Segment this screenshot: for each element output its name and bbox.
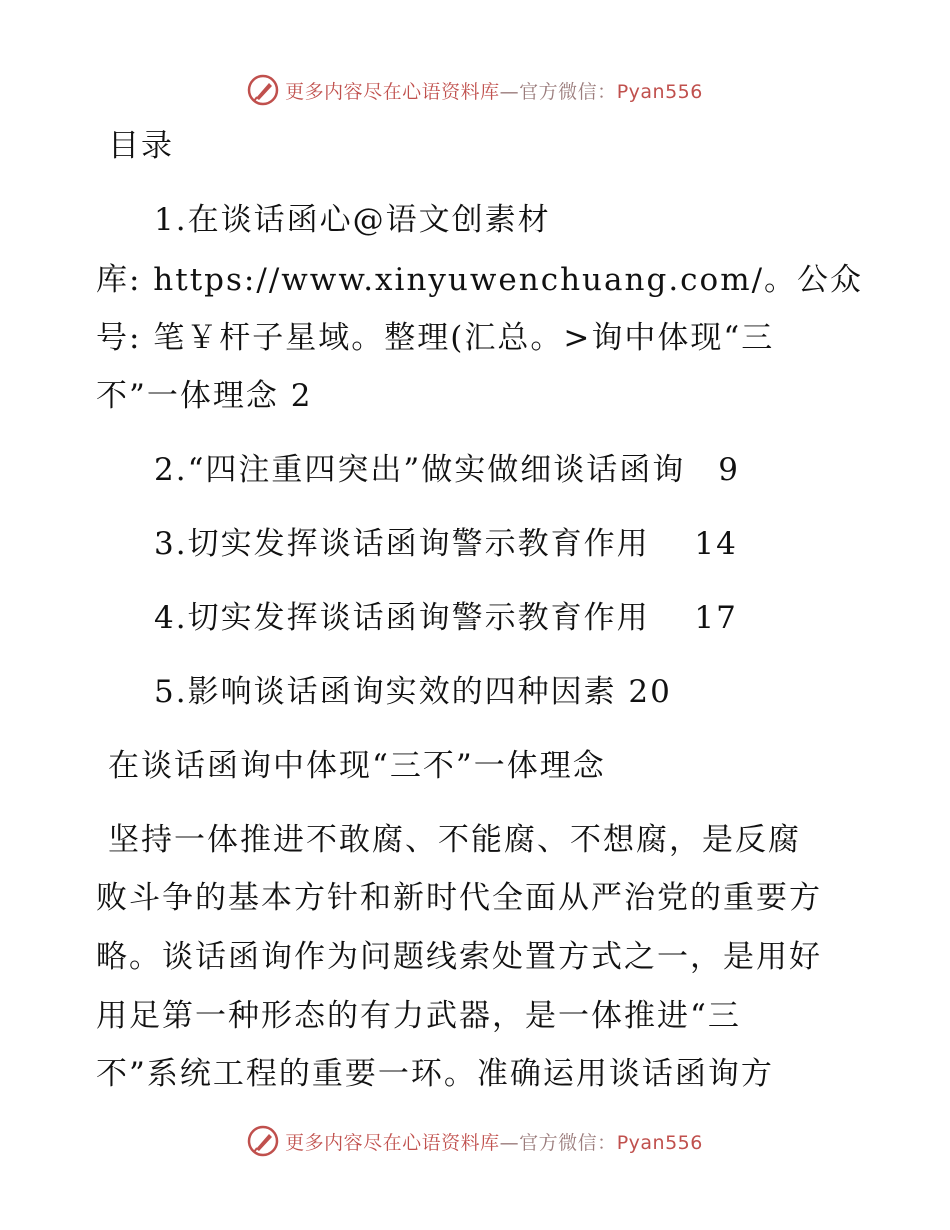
toc-item-2: 2.“四注重四突出”做实做细谈话函询 9: [154, 452, 740, 488]
toc-item-5: 5.影响谈话函询实效的四种因素 20: [154, 674, 672, 710]
toc-item-3: 3.切实发挥谈话函询警示教育作用 14: [154, 526, 738, 562]
watermark-account: Pyan556: [616, 80, 703, 103]
paragraph-line-4: 用足第一种形态的有力武器，是一体推进“三: [96, 998, 741, 1034]
header-watermark: [0, 70, 950, 110]
watermark-sep: —: [499, 1131, 520, 1154]
toc-item-1-line-4: 不”一体理念 2: [96, 378, 313, 414]
toc-item-1-line-2: 库: https://www.xinyuwenchuang.com/。公众: [96, 262, 864, 298]
quill-logo-icon: [247, 74, 279, 106]
watermark-official: 官方微信：: [519, 80, 617, 103]
watermark-official: 官方微信：: [519, 1131, 617, 1154]
paragraph-line-3: 略。谈话函询作为问题线索处置方式之一，是用好: [96, 939, 822, 975]
watermark-account: Pyan556: [616, 1131, 703, 1154]
watermark-main: 更多内容尽在心语资料库: [285, 80, 500, 103]
watermark-sep: —: [499, 80, 520, 103]
toc-item-1-line-1: 1.在谈话函心@语文创素材: [154, 202, 551, 238]
footer-watermark: [0, 1121, 950, 1161]
watermark-main: 更多内容尽在心语资料库: [285, 1131, 500, 1154]
toc-title: 目录: [108, 128, 174, 164]
paragraph-line-1: 坚持一体推进不敢腐、不能腐、不想腐，是反腐: [108, 822, 801, 858]
watermark-text: [285, 1128, 703, 1155]
toc-item-4: 4.切实发挥谈话函询警示教育作用 17: [154, 600, 738, 636]
paragraph-line-5: 不”系统工程的重要一环。准确运用谈话函询方: [96, 1056, 774, 1092]
paragraph-line-2: 败斗争的基本方针和新时代全面从严治党的重要方: [96, 880, 822, 916]
article-heading: 在谈话函询中体现“三不”一体理念: [108, 748, 606, 784]
watermark-text: [285, 77, 703, 104]
quill-logo-icon: [247, 1125, 279, 1157]
toc-item-1-line-3: 号: 笔￥杆子星域。整理(汇总。>询中体现“三: [96, 320, 775, 356]
